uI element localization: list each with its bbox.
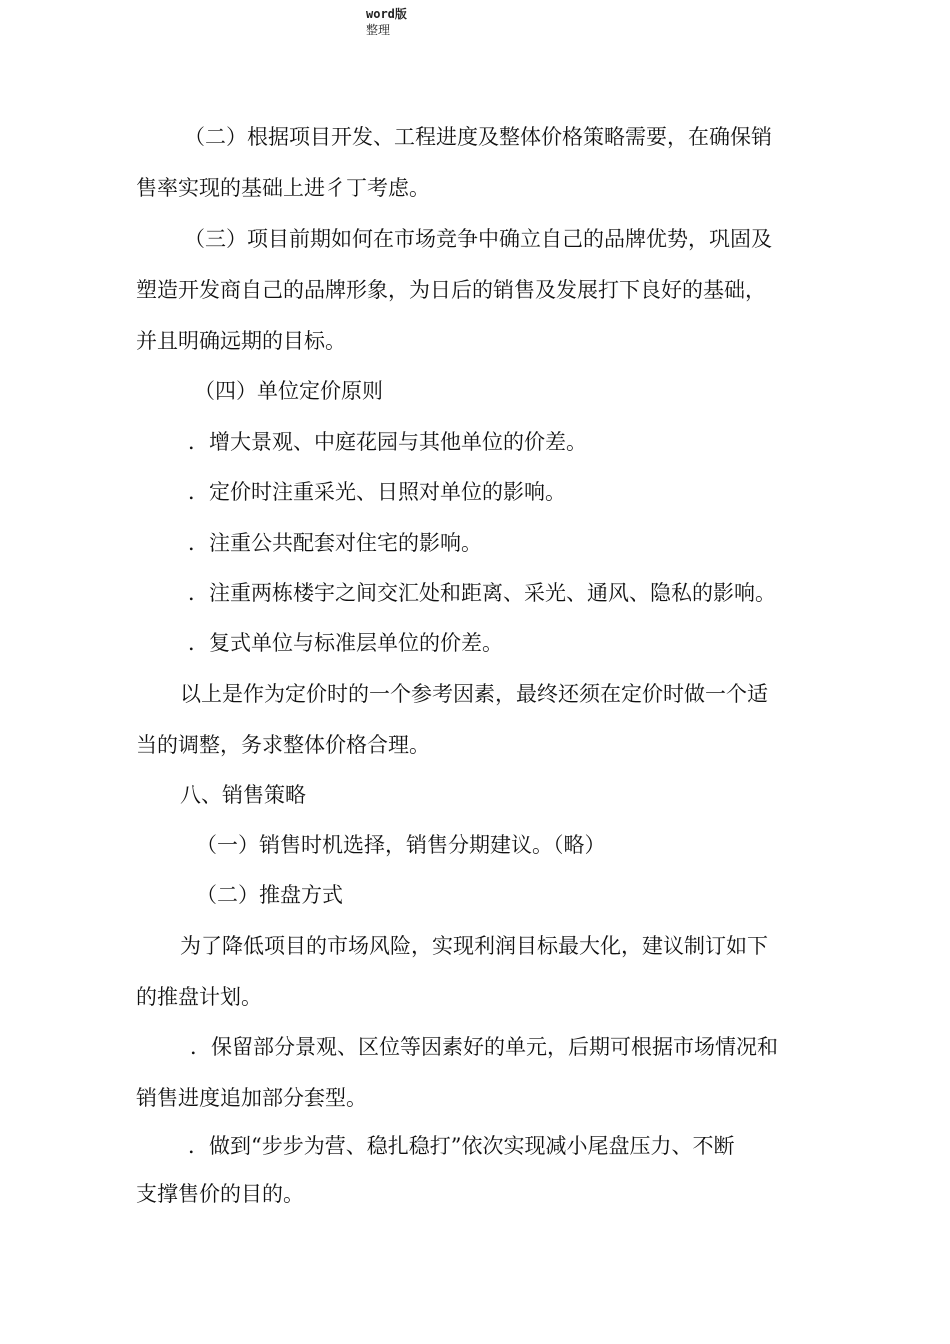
text-line: ．增大景观、中庭花园与其他单位的价差。	[188, 430, 587, 454]
text-line: 以上是作为定价时的一个参考因素，最终还须在定价时做一个适	[180, 682, 768, 706]
text-line: （四）单位定价原则	[194, 379, 383, 403]
text-line: 支撑售价的目的。	[136, 1182, 304, 1206]
text-line: 八、销售策略	[180, 783, 306, 807]
text-line: ．定价时注重采光、日照对单位的影响。	[188, 480, 566, 504]
paragraph-12	[136, 870, 816, 921]
paragraph-4	[136, 417, 816, 468]
paragraph-5	[136, 467, 816, 518]
header-line-1: word版	[366, 7, 407, 21]
text-line: 售率实现的基础上进彳丁考虑。	[136, 176, 430, 200]
paragraph-6	[136, 518, 816, 569]
header-line-2: 整理	[366, 23, 391, 37]
section-heading	[136, 770, 816, 821]
text-line: ．保留部分景观、区位等因素好的单元，后期可根据市场情况和	[190, 1035, 778, 1059]
text-line: ．做到“步步为营、稳扎稳打”依次实现减小尾盘压力、不断	[188, 1134, 735, 1158]
text-line: ．注重公共配套对住宅的影响。	[188, 531, 482, 555]
text-line: （一）销售时机选择，销售分期建议。（略）	[196, 833, 606, 857]
text-line: 的推盘计划。	[136, 985, 262, 1009]
text-line: ．复式单位与标准层单位的价差。	[188, 631, 503, 655]
paragraph-11	[136, 820, 816, 871]
paragraph-7	[136, 568, 816, 619]
text-line: （二）推盘方式	[196, 883, 343, 907]
text-line: 当的调整，务求整体价格合理。	[136, 733, 430, 757]
text-line: 为了降低项目的市场风险，实现利润目标最大化，建议制订如下	[180, 934, 768, 958]
paragraph-9	[136, 669, 816, 771]
paragraph-1	[136, 112, 816, 214]
paragraph-13	[136, 921, 816, 1023]
page-header	[366, 6, 407, 38]
text-line: 销售进度追加部分套型。	[136, 1086, 367, 1110]
paragraph-15	[136, 1122, 816, 1218]
text-line: 并且明确远期的目标。	[136, 329, 346, 353]
text-line: 塑造开发商自己的品牌形象，为日后的销售及发展打下良好的基础，	[136, 278, 766, 302]
paragraph-14	[136, 1022, 816, 1124]
paragraph-3	[136, 366, 816, 417]
text-line: （二）根据项目开发、工程进度及整体价格策略需要，在确保销	[184, 125, 772, 149]
text-line: （三）项目前期如何在市场竞争中确立自己的品牌优势，巩固及	[184, 227, 772, 251]
text-line: ．注重两栋楼宇之间交汇处和距离、采光、通风、隐私的影响。	[188, 581, 776, 605]
paragraph-2	[136, 214, 816, 367]
paragraph-8	[136, 618, 816, 669]
